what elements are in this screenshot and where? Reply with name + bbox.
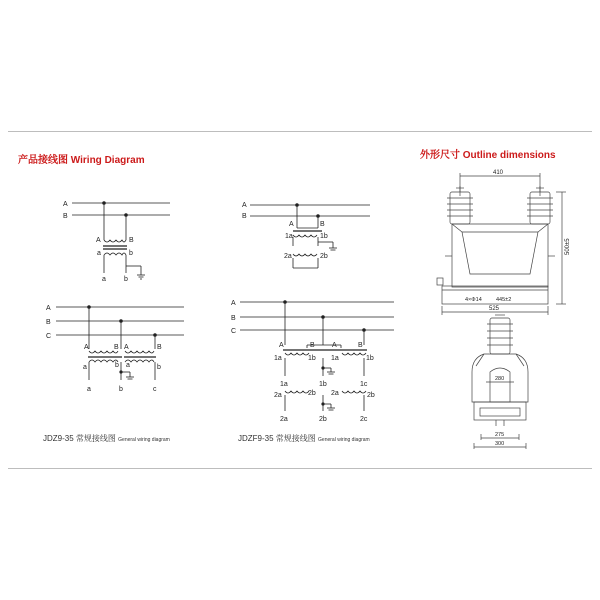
svg-text:C: C — [46, 333, 52, 340]
svg-text:b: b — [119, 386, 123, 393]
svg-text:2b: 2b — [319, 416, 327, 423]
svg-text:C: C — [231, 328, 237, 335]
svg-text:b: b — [124, 276, 128, 283]
dim-280: 280 — [495, 376, 505, 382]
svg-text:2c: 2c — [360, 416, 368, 423]
svg-text:2b: 2b — [308, 390, 316, 397]
outline-side-view — [472, 315, 528, 449]
jdz-model: JDZ9-35 — [43, 434, 74, 443]
dim-445: 445±2 — [496, 297, 512, 303]
jdzf-caption-cn: 常规接线图 — [275, 434, 316, 443]
svg-text:B: B — [320, 221, 325, 228]
svg-text:1a: 1a — [285, 233, 293, 240]
svg-text:A: A — [242, 202, 247, 209]
svg-text:1a: 1a — [274, 355, 282, 362]
outline-front-view — [437, 170, 571, 315]
dim-300: 300 — [495, 441, 505, 447]
svg-text:1b: 1b — [366, 355, 374, 362]
svg-text:b: b — [115, 362, 119, 369]
svg-text:a: a — [83, 364, 87, 371]
svg-text:2a: 2a — [331, 390, 339, 397]
svg-text:1a: 1a — [280, 381, 288, 388]
svg-text:A: A — [279, 342, 284, 349]
svg-text:a: a — [126, 362, 130, 369]
svg-text:B: B — [231, 315, 236, 322]
dim-275: 275 — [495, 432, 505, 438]
svg-text:B: B — [129, 237, 134, 244]
svg-text:1b: 1b — [319, 381, 327, 388]
svg-text:B: B — [114, 344, 119, 351]
svg-text:2a: 2a — [284, 253, 292, 260]
jdz-caption-en: General wiring diagram — [118, 437, 170, 443]
wiring-diagram-title: 产品接线图 Wiring Diagram — [18, 155, 145, 166]
svg-text:B: B — [63, 213, 68, 220]
svg-text:A: A — [46, 305, 51, 312]
svg-text:B: B — [46, 319, 51, 326]
jdzf-caption-en: General wiring diagram — [318, 437, 370, 443]
svg-text:A: A — [332, 342, 337, 349]
dim-410: 410 — [493, 170, 504, 176]
dim-525: 525 — [489, 306, 500, 312]
svg-text:b: b — [129, 250, 133, 257]
svg-text:1c: 1c — [360, 381, 368, 388]
svg-text:A: A — [96, 237, 101, 244]
jdzf-three-phase-wiring — [231, 300, 394, 423]
outline-dimensions-title: 外形尺寸 Outline dimensions — [420, 150, 556, 161]
svg-text:1b: 1b — [308, 355, 316, 362]
svg-text:2a: 2a — [280, 416, 288, 423]
svg-text:2b: 2b — [367, 392, 375, 399]
jdz-caption-cn: 常规接线图 — [75, 434, 116, 443]
dim-4x14: 4×Φ14 — [465, 297, 482, 303]
jdzf-single-phase-wiring — [242, 202, 370, 268]
svg-text:a: a — [87, 386, 91, 393]
jdzf-model: JDZF9-35 — [238, 434, 274, 443]
svg-text:b: b — [157, 364, 161, 371]
svg-text:1b: 1b — [320, 233, 328, 240]
svg-text:2a: 2a — [274, 392, 282, 399]
svg-text:B: B — [358, 342, 363, 349]
svg-text:A: A — [84, 344, 89, 351]
svg-text:2b: 2b — [320, 253, 328, 260]
svg-text:a: a — [97, 250, 101, 257]
svg-text:B: B — [310, 342, 315, 349]
svg-text:B: B — [157, 344, 162, 351]
jdz-single-phase-wiring — [63, 201, 170, 283]
svg-text:B: B — [242, 213, 247, 220]
svg-text:1a: 1a — [331, 355, 339, 362]
svg-text:c: c — [153, 386, 157, 393]
svg-text:a: a — [102, 276, 106, 283]
svg-text:A: A — [289, 221, 294, 228]
svg-text:A: A — [124, 344, 129, 351]
dim-500: 500±5 — [565, 238, 571, 255]
svg-text:A: A — [63, 201, 68, 208]
jdz-three-phase-wiring — [46, 305, 184, 393]
svg-text:A: A — [231, 300, 236, 307]
